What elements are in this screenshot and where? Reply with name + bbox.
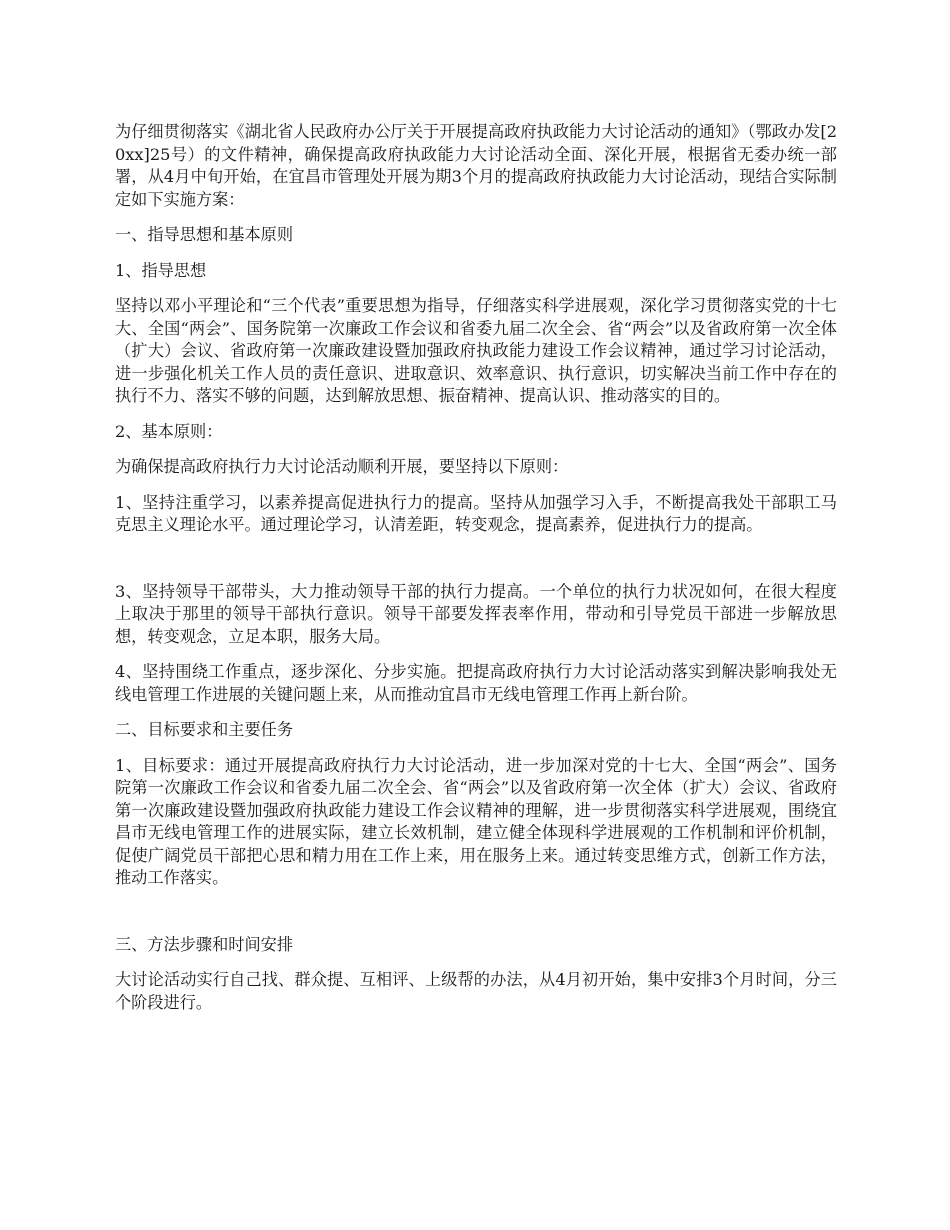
- section-heading-1: 一、指导思想和基本原则: [115, 225, 294, 244]
- subheading-guiding-ideology: 1、指导思想: [115, 260, 207, 280]
- principles-intro-paragraph: 为确保提高政府执行力大讨论活动顺利开展，要坚持以下原则：: [115, 457, 569, 476]
- document-body: [115, 121, 837, 1027]
- principle-3-paragraph: 3、坚持领导干部带头，大力推动领导干部的执行力提高。一个单位的执行力状况如何，在很大程度上取决于那里的领导干部执行意识。领导干部要发挥表率作用，带动和引导党员干部进一步解放思想，转变观念，立足本职，服务大局。: [115, 581, 837, 646]
- section-heading-3: 三、方法步骤和时间安排: [115, 934, 294, 954]
- section-heading-2: 二、目标要求和主要任务: [115, 720, 294, 739]
- subheading-basic-principles: 2、基本原则：: [115, 421, 223, 441]
- blank-spacer: [115, 903, 837, 934]
- principle-4-paragraph: 4、坚持围绕工作重点，逐步深化、分步实施。把提高政府执行力大讨论活动落实到解决影响我处无线电管理工作进展的关键问题上来，从而推动宜昌市无线电管理工作再上新台阶。: [115, 662, 837, 704]
- guiding-ideology-paragraph: 坚持以邓小平理论和“三个代表”重要思想为指导，仔细落实科学进展观，深化学习贯彻落实党的十七大、全国“两会”、国务院第一次廉政工作会议和省委九届二次全会、省“两会”以及省政府第一次全体（扩大）会议、省政府第一次廉政建设暨加强政府执政能力建设工作会议精神，通过学习讨论活动，进一步强化机关工作人员的责任意识、进取意识、效率意识、执行意识，切实解决当前工作中存在的执行不力、落实不够的问题，达到解放思想、振奋精神、提高认识、推动落实的目的。: [115, 296, 837, 405]
- method-paragraph: 大讨论活动实行自己找、群众提、互相评、上级帮的办法，从4月初开始，集中安排3个月时间，分三个阶段进行。: [115, 970, 837, 1012]
- goals-paragraph: 1、目标要求：通过开展提高政府执行力大讨论活动，进一步加深对党的十七大、全国“两会”、国务院第一次廉政工作会议和省委九届二次全会、省“两会”以及省政府第一次全体（扩大）会议、省政府第一次廉政建设暨加强政府执政能力建设工作会议精神的理解，进一步贯彻落实科学进展观，围绕宜昌市无线电管理工作的进展实际，建立长效机制，建立健全体现科学进展观的工作机制和评价机制，促使广阔党员干部把心思和精力用在工作上来，用在服务上来。通过转变思维方式，创新工作方法，推动工作落实。: [115, 755, 837, 887]
- principle-1-paragraph: 1、坚持注重学习，以素养提高促进执行力的提高。坚持从加强学习入手，不断提高我处干部职工马克思主义理论水平。通过理论学习，认清差距，转变观念，提高素养，促进执行力的提高。: [115, 492, 837, 534]
- blank-spacer: [115, 550, 837, 581]
- intro-paragraph: 为仔细贯彻落实《湖北省人民政府办公厅关于开展提高政府执政能力大讨论活动的通知》（鄂政办发[20xx]25号）的文件精神，确保提高政府执政能力大讨论活动全面、深化开展，根据省无委办统一部署，从4月中旬开始，在宜昌市管理处开展为期3个月的提高政府执政能力大讨论活动，现结合实际制定如下实施方案：: [115, 122, 837, 209]
